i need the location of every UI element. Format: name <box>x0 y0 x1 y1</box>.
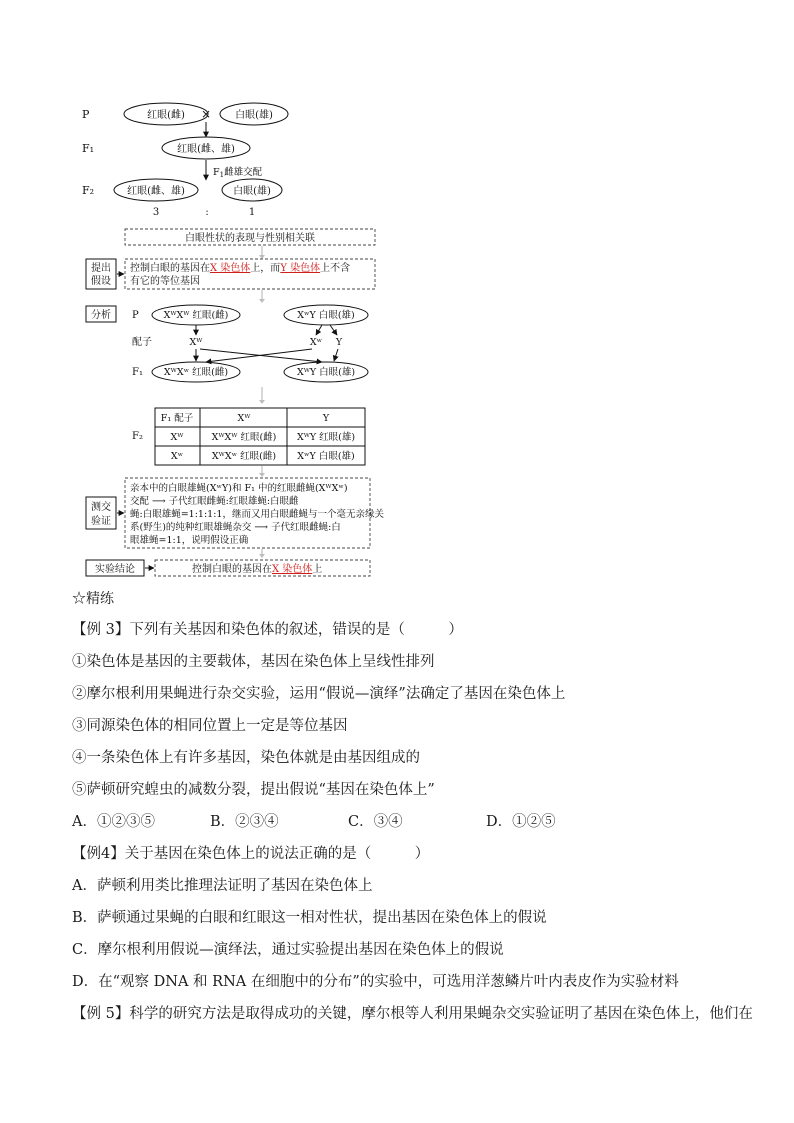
example-4-stem: 【例4】关于基因在染色体上的说法正确的是（ ） <box>72 846 430 862</box>
table-header-cell: Y <box>322 413 330 424</box>
hypothesis-line-2: 有它的等位基因 <box>130 276 200 287</box>
conclusion-text: 控制白眼的基因在X 染色体上 <box>192 564 323 575</box>
table-cell: XᵂXʷ 红眼(雌) <box>211 451 277 462</box>
p-white-label: 白眼(雄) <box>235 110 273 121</box>
f1-mate-label: $F_1$雌雄交配 <box>213 167 263 179</box>
table-cell: XᵂY 红眼(雄) <box>296 432 356 443</box>
gamete-label: 配子 <box>132 337 152 348</box>
flow-arrow-icon <box>259 299 265 303</box>
hypothesis-label-2: 假设 <box>91 276 111 287</box>
example-3-item: ②摩尔根利用果蝇进行杂交实验，运用“假说—演绎”法确定了基因在染色体上 <box>72 686 566 702</box>
option-a[interactable]: A．①②③⑤ <box>72 814 155 830</box>
gamete-1: Xᵂ <box>189 337 203 348</box>
option-d[interactable]: D．在“观察 DNA 和 RNA 在细胞中的分布”的实验中，可选用洋葱鳞片叶内表皮作为实验材料 <box>72 974 679 990</box>
ratio-1: 1 <box>248 207 256 218</box>
gamete-2: Xʷ <box>309 337 323 348</box>
row-label-f1: F₁ <box>82 142 95 155</box>
example-3-item: ①染色体是基因的主要载体，基因在染色体上呈线性排列 <box>72 654 435 670</box>
test-line: 系(野生)的纯种红眼雄蝇杂交 ⟶ 子代红眼雌蝇:白 <box>130 522 341 533</box>
analysis-f1a-label: XᵂXʷ 红眼(雌) <box>163 367 229 378</box>
row-label-f2: F₂ <box>82 184 95 197</box>
analysis-p1-label: XᵂXᵂ 红眼(雌) <box>163 310 229 321</box>
example-3-stem: 【例 3】下列有关基因和染色体的叙述，错误的是（ ） <box>72 622 463 638</box>
table-cell: XᵂXᵂ 红眼(雌) <box>211 432 277 443</box>
example-3-options <box>72 812 556 832</box>
table-cell: XʷY 白眼(雄) <box>297 451 355 462</box>
flow-arrow-icon <box>259 255 265 259</box>
gamete-3: Y <box>335 337 343 348</box>
option-b[interactable]: B．②③④ <box>210 814 279 830</box>
ratio-colon: : <box>205 207 209 218</box>
f2-white-label: 白眼(雄) <box>233 186 271 197</box>
analysis-p-label: P <box>132 310 139 321</box>
test-label-2: 验证 <box>91 516 111 527</box>
hypothesis-line-1: 控制白眼的基因在X 染色体上，而Y 染色体上不含 <box>130 263 351 274</box>
analysis-p2-label: XʷY 白眼(雄) <box>297 310 355 321</box>
example-3-item: ⑤萨顿研究蝗虫的减数分裂，提出假说“基因在染色体上” <box>72 782 435 798</box>
observation-text: 白眼性状的表现与性别相关联 <box>185 233 315 244</box>
analysis-f1b-label: XᵂY 白眼(雄) <box>296 367 356 378</box>
table-f2-label: F₂ <box>132 431 143 442</box>
flow-arrow-icon <box>259 400 265 404</box>
f2-red-label: 红眼(雌、雄) <box>127 186 185 197</box>
test-line: 交配 ⟶ 子代红眼雌蝇:红眼雄蝇:白眼雌 <box>130 496 299 507</box>
test-line: 眼雄蝇=1:1，说明假设正确 <box>130 535 249 546</box>
option-a[interactable]: A．萨顿利用类比推理法证明了基因在染色体上 <box>72 878 373 894</box>
hypothesis-label-1: 提出 <box>91 263 111 274</box>
option-c[interactable]: C．摩尔根利用假说—演绎法，通过实验提出基因在染色体上的假说 <box>72 942 504 958</box>
test-line: 蝇:白眼雄蝇=1:1:1:1，继而又用白眼雌蝇与一个毫无亲缘关 <box>130 509 384 520</box>
flow-arrow-icon <box>259 473 265 477</box>
conclusion-label: 实验结论 <box>95 564 135 575</box>
flow-arrow-icon <box>259 554 265 558</box>
table-cell: Xᵂ <box>170 432 184 443</box>
option-d[interactable]: D．①②⑤ <box>486 814 556 830</box>
example-5-stem: 【例 5】科学的研究方法是取得成功的关键，摩尔根等人利用果蝇杂交实验证明了基因在染色体上，他们在 <box>72 1006 753 1022</box>
analysis-label: 分析 <box>91 310 111 321</box>
cross-symbol: × <box>200 107 212 121</box>
analysis-f1-label: F₁ <box>132 367 143 378</box>
row-label-p: P <box>82 108 90 121</box>
example-3-item: ④一条染色体上有许多基因，染色体就是由基因组成的 <box>72 750 420 766</box>
p-red-label: 红眼(雌) <box>147 110 185 121</box>
table-cell: Xʷ <box>170 451 184 462</box>
option-b[interactable]: B．萨顿通过果蝇的白眼和红眼这一相对性状，提出基因在染色体上的假说 <box>72 910 547 926</box>
section-heading: ☆精练 <box>72 591 114 607</box>
table-header-cell: F₁ 配子 <box>160 413 194 424</box>
example-3-item: ③同源染色体的相同位置上一定是等位基因 <box>72 718 348 734</box>
ratio-3: 3 <box>152 207 160 218</box>
table-header-cell: Xᵂ <box>237 413 251 424</box>
f1-label: 红眼(雌、雄) <box>177 144 235 155</box>
test-label-1: 测交 <box>91 502 111 513</box>
test-line: 亲本中的白眼雄蝇(XʷY)和 F₁ 中的红眼雌蝇(XᵂXʷ) <box>130 483 348 494</box>
option-c[interactable]: C．③④ <box>348 814 403 830</box>
